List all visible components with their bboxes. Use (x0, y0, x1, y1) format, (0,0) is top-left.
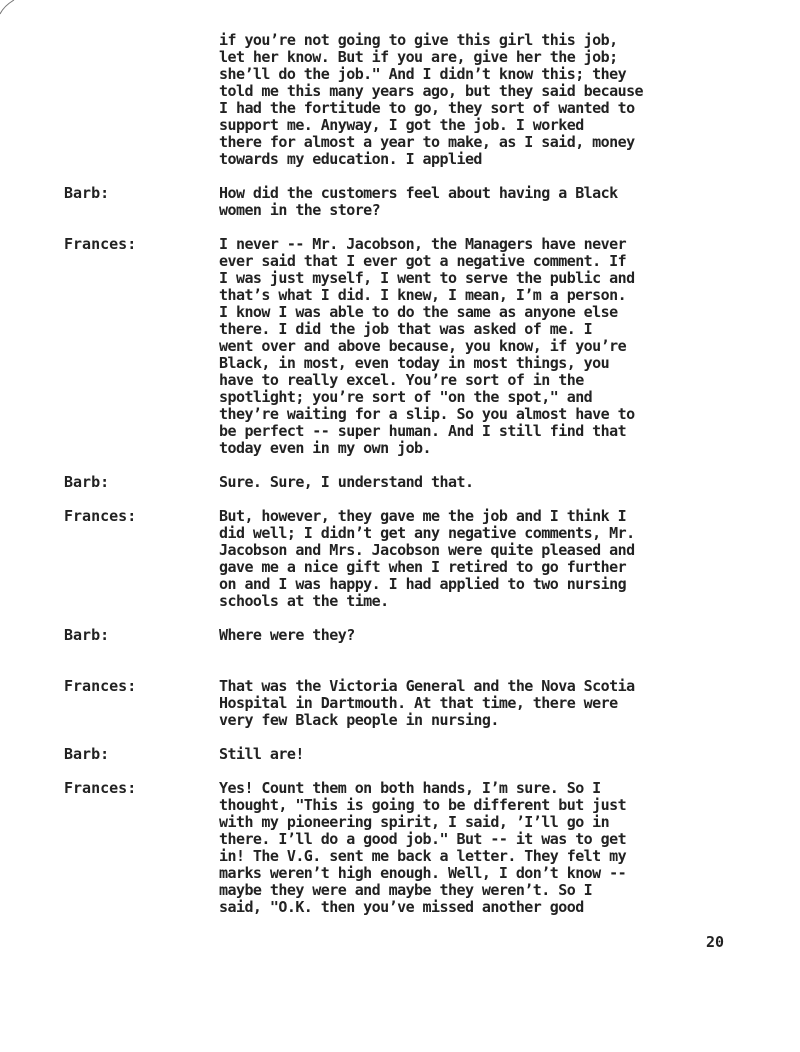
speech-text: Yes! Count them on both hands, I’m sure. So I thought, "This is going to be different but just with my pioneering spirit, I said, ’I’ll go in there. I’ll do a good job." But -- it was to get in! The V.G. sent me back a letter. They felt my marks weren’t high enough. Well, I don’t know -- maybe they were and maybe they weren’t. So I said, "O.K. then you’ve missed another good (219, 779, 627, 916)
speaker-label: Barb: (64, 626, 110, 644)
transcript-entry (64, 236, 744, 457)
speech-text: I never -- Mr. Jacobson, the Managers have never ever said that I ever got a negative comment. If I was just myself, I went to serve the public and that’s what I did. I knew, I mean, I’m a person. I know I was able to do the same as anyone else there. I did the job that was asked of me. I went over and above because, you know, if you’re Black, in most, even today in most things, you have to really excel. You’re sort of in the spotlight; you’re sort of "on the spot," and they’re waiting for a slip. So you almost have to be perfect -- super human. And I still find that today even in my own job. (219, 235, 635, 457)
transcript-entry (64, 746, 744, 763)
speaker-label: Frances: (64, 235, 137, 253)
transcript-entry (64, 678, 744, 729)
transcript-entry (64, 185, 744, 219)
speech-text: But, however, they gave me the job and I think I did well; I didn’t get any negative comments, Mr. Jacobson and Mrs. Jacobson were quite pleased and gave me a nice gift when I retired to go further on and I was happy. I had applied to two nursing schools at the time. (219, 507, 635, 610)
speech-text: Sure. Sure, I understand that. (219, 473, 474, 491)
speech-text: How did the customers feel about having a Black women in the store? (219, 184, 618, 219)
transcript-entry (64, 780, 744, 916)
page-number: 20 (705, 933, 724, 951)
speech-text: Still are! (219, 745, 304, 763)
speech-text: if you’re not going to give this girl this job, let her know. But if you are, give her the job; she’ll do the job." And I didn’t know this; they told me this many years ago, but they said because I had the fortitude to go, they sort of wanted to support me. Anyway, I got the job. I worked there for almost a year to make, as I said, money towards my education. I applied (219, 31, 644, 168)
speaker-label (64, 32, 219, 168)
transcript-entry (64, 32, 744, 168)
speaker-label: Frances: (64, 507, 137, 525)
speaker-label: Barb: (64, 184, 110, 202)
speaker-label: Frances: (64, 677, 137, 695)
speaker-label: Barb: (64, 473, 110, 491)
transcript-entry (64, 474, 744, 491)
speech-text: Where were they? (219, 626, 355, 644)
speech-text: That was the Victoria General and the Nova Scotia Hospital in Dartmouth. At that time, there were very few Black people in nursing. (219, 677, 635, 729)
scan-corner-mark (0, 0, 20, 20)
speaker-label: Barb: (64, 745, 110, 763)
transcript-entry (64, 508, 744, 610)
speaker-label: Frances: (64, 779, 137, 797)
transcript (64, 32, 744, 933)
transcript-entry (64, 627, 744, 644)
